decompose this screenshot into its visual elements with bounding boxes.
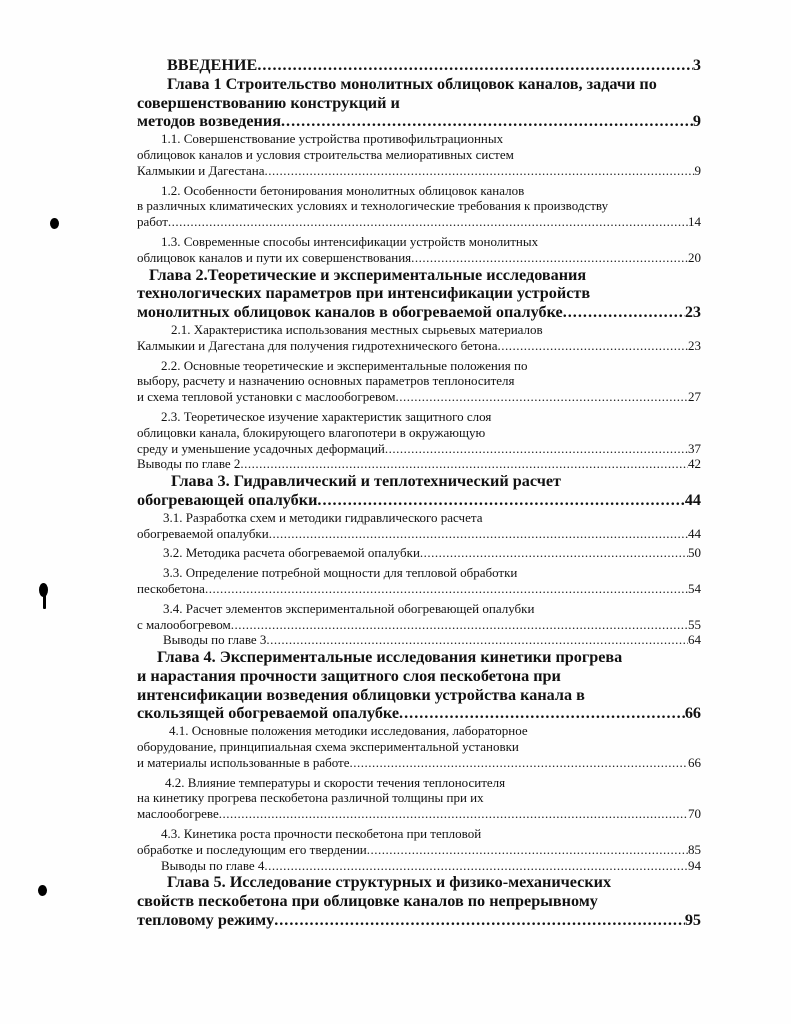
leader-dots xyxy=(205,581,688,597)
toc-chapter-1 xyxy=(137,75,701,131)
toc-section-1-2: 1.2. Особенности бетонирования монолитных облицовок каналов в различных климатических условиях и технологические требования к производству работ ..... 14 xyxy=(137,183,701,230)
leader-dots xyxy=(281,112,693,131)
toc-page-number: 66 xyxy=(688,754,701,770)
toc-section-4-1: 4.1. Основные положения методики исследования, лабораторное оборудование, принципиальная схема экспериментальной установки и материалы использованные в работе ..... 66 xyxy=(137,723,701,770)
toc-page-number: 14 xyxy=(688,214,701,230)
leader-dots xyxy=(367,842,688,858)
toc-entry-introduction xyxy=(137,56,701,75)
toc-page-number: 85 xyxy=(688,841,701,857)
binder-hole-mark xyxy=(43,595,46,609)
leader-dots xyxy=(264,858,688,874)
toc-page-number: 42 xyxy=(688,456,701,472)
toc-page-number: 55 xyxy=(688,616,701,632)
toc-section-1-3: 1.3. Современные способы интенсификации устройств монолитных облицовок каналов и пути их совершенствования ..... 20 xyxy=(137,234,701,266)
leader-dots xyxy=(317,491,684,510)
leader-dots xyxy=(274,911,685,930)
leader-dots xyxy=(498,338,688,354)
chapter-title-last-line: тепловому режиму ..... 95 xyxy=(137,911,701,930)
toc-conclusions-2: Выводы по главе 2 ..... 42 xyxy=(137,456,701,472)
toc-page-number: 44 xyxy=(688,525,701,541)
chapter-title-line: технологических параметров при интенсификации устройств xyxy=(137,284,591,303)
leader-dots xyxy=(240,456,688,472)
leader-dots xyxy=(563,303,685,322)
toc-page-number: 20 xyxy=(688,249,701,265)
toc-section-3-4: 3.4. Расчет элементов экспериментальной обогревающей опалубки с малообогревом ..... 55 xyxy=(137,601,701,633)
toc-page-number: 27 xyxy=(688,389,701,405)
toc-chapter-2 xyxy=(137,266,701,322)
toc-page-number: 23 xyxy=(684,303,701,322)
chapter-title-line: Глава 4. Экспериментальные исследования кинетики прогрева xyxy=(157,648,623,667)
toc-section-4-3: 4.3. Кинетика роста прочности пескобетона при тепловой обработке и последующим его твердении ..... 85 xyxy=(137,826,701,858)
leader-dots xyxy=(420,545,688,561)
chapter-title-line: совершенствованию конструкций и xyxy=(137,93,400,112)
toc-section-4-2: 4.2. Влияние температуры и скорости течения теплоносителя на кинетику прогрева пескобетона различной толщины при их маслообогреве ..... 70 xyxy=(137,775,701,822)
toc-section-3-2: 3.2. Методика расчета обогреваемой опалубки ..... 50 xyxy=(137,545,701,561)
toc-chapter-5 xyxy=(137,873,701,929)
toc-page-number: 54 xyxy=(688,580,701,596)
toc-page-number: 66 xyxy=(684,704,701,723)
toc-page-number: 23 xyxy=(688,337,701,353)
chapter-title-line: интенсификации возведения облицовки устройства канала в xyxy=(137,685,585,704)
toc-page-number: 70 xyxy=(688,806,701,822)
toc-page-number: 3 xyxy=(692,56,701,74)
toc-page-number: 37 xyxy=(688,440,701,456)
chapter-title-line: Глава 1 Строительство монолитных облицовок каналов, задачи по xyxy=(167,74,657,93)
toc-chapter-3 xyxy=(137,472,701,510)
chapter-title-last-line: обогревающей опалубки ..... 44 xyxy=(137,491,701,510)
table-of-contents xyxy=(137,56,701,930)
toc-page-number: 95 xyxy=(684,911,701,930)
leader-dots xyxy=(269,526,688,542)
chapter-title-line: Глава 3. Гидравлический и теплотехнический расчет xyxy=(171,472,561,491)
chapter-title-last-line: методов возведения ..... 9 xyxy=(137,112,701,131)
leader-dots xyxy=(385,441,688,457)
toc-section-2-2: 2.2. Основные теоретические и экспериментальные положения по выбору, расчету и назначению основных параметров теплоносителя и схема тепловой установки с маслообогревом ..... 27 xyxy=(137,358,701,405)
chapter-title-line: свойств пескобетона при облицовке каналов по непрерывному xyxy=(137,892,598,911)
binder-hole-mark xyxy=(50,218,59,229)
leader-dots xyxy=(257,56,693,75)
toc-section-3-1: 3.1. Разработка схем и методики гидравлического расчета обогреваемой опалубки ..... 44 xyxy=(137,510,701,542)
toc-section-3-3: 3.3. Определение потребной мощности для тепловой обработки пескобетона ..... 54 xyxy=(137,565,701,597)
leader-dots xyxy=(399,704,685,723)
toc-section-2-1: 2.1. Характеристика использования местных сырьевых материалов Калмыкии и Дагестана для получения гидротехнического бетона ..... 23 xyxy=(137,322,701,354)
leader-dots xyxy=(219,806,688,822)
toc-page-number: 9 xyxy=(692,112,701,131)
binder-hole-mark xyxy=(38,885,47,896)
chapter-title-last-line: монолитных облицовок каналов в обогреваемой опалубке ..... 23 xyxy=(137,303,701,322)
chapter-title-last-line: скользящей обогреваемой опалубке ..... 66 xyxy=(137,704,701,723)
toc-page-number: 44 xyxy=(684,490,701,509)
leader-dots xyxy=(266,632,688,648)
toc-page-number: 64 xyxy=(688,632,701,648)
toc-page-number: 50 xyxy=(688,545,701,561)
leader-dots xyxy=(168,214,688,230)
leader-dots xyxy=(231,617,688,633)
chapter-title-line: и нарастания прочности защитного слоя пескобетона при xyxy=(137,666,561,685)
leader-dots xyxy=(411,250,688,266)
leader-dots xyxy=(396,389,689,405)
leader-dots xyxy=(350,755,689,771)
toc-conclusions-4: Выводы по главе 4 ..... 94 xyxy=(137,858,701,874)
toc-conclusions-3: Выводы по главе 3 ..... 64 xyxy=(137,632,701,648)
chapter-title-line: Глава 5. Исследование структурных и физико-механических xyxy=(167,873,612,892)
toc-section-2-3: 2.3. Теоретическое изучение характеристик защитного слоя облицовки канала, блокирующего влагопотери в окружающую среду и уменьшение усадочных деформаций ..... 37 xyxy=(137,409,701,456)
toc-chapter-4 xyxy=(137,648,701,723)
toc-page-number: 94 xyxy=(688,857,701,873)
toc-title: ВВЕДЕНИЕ xyxy=(167,56,258,74)
toc-section-1-1: 1.1. Совершенствование устройства противофильтрационных облицовок каналов и условия строительства мелиоративных систем Калмыкии и Дагестана ..... 9 xyxy=(137,131,701,178)
chapter-title-line: Глава 2.Теоретические и экспериментальные исследования xyxy=(149,265,587,284)
leader-dots xyxy=(265,163,695,179)
toc-page-number: 9 xyxy=(694,162,701,178)
